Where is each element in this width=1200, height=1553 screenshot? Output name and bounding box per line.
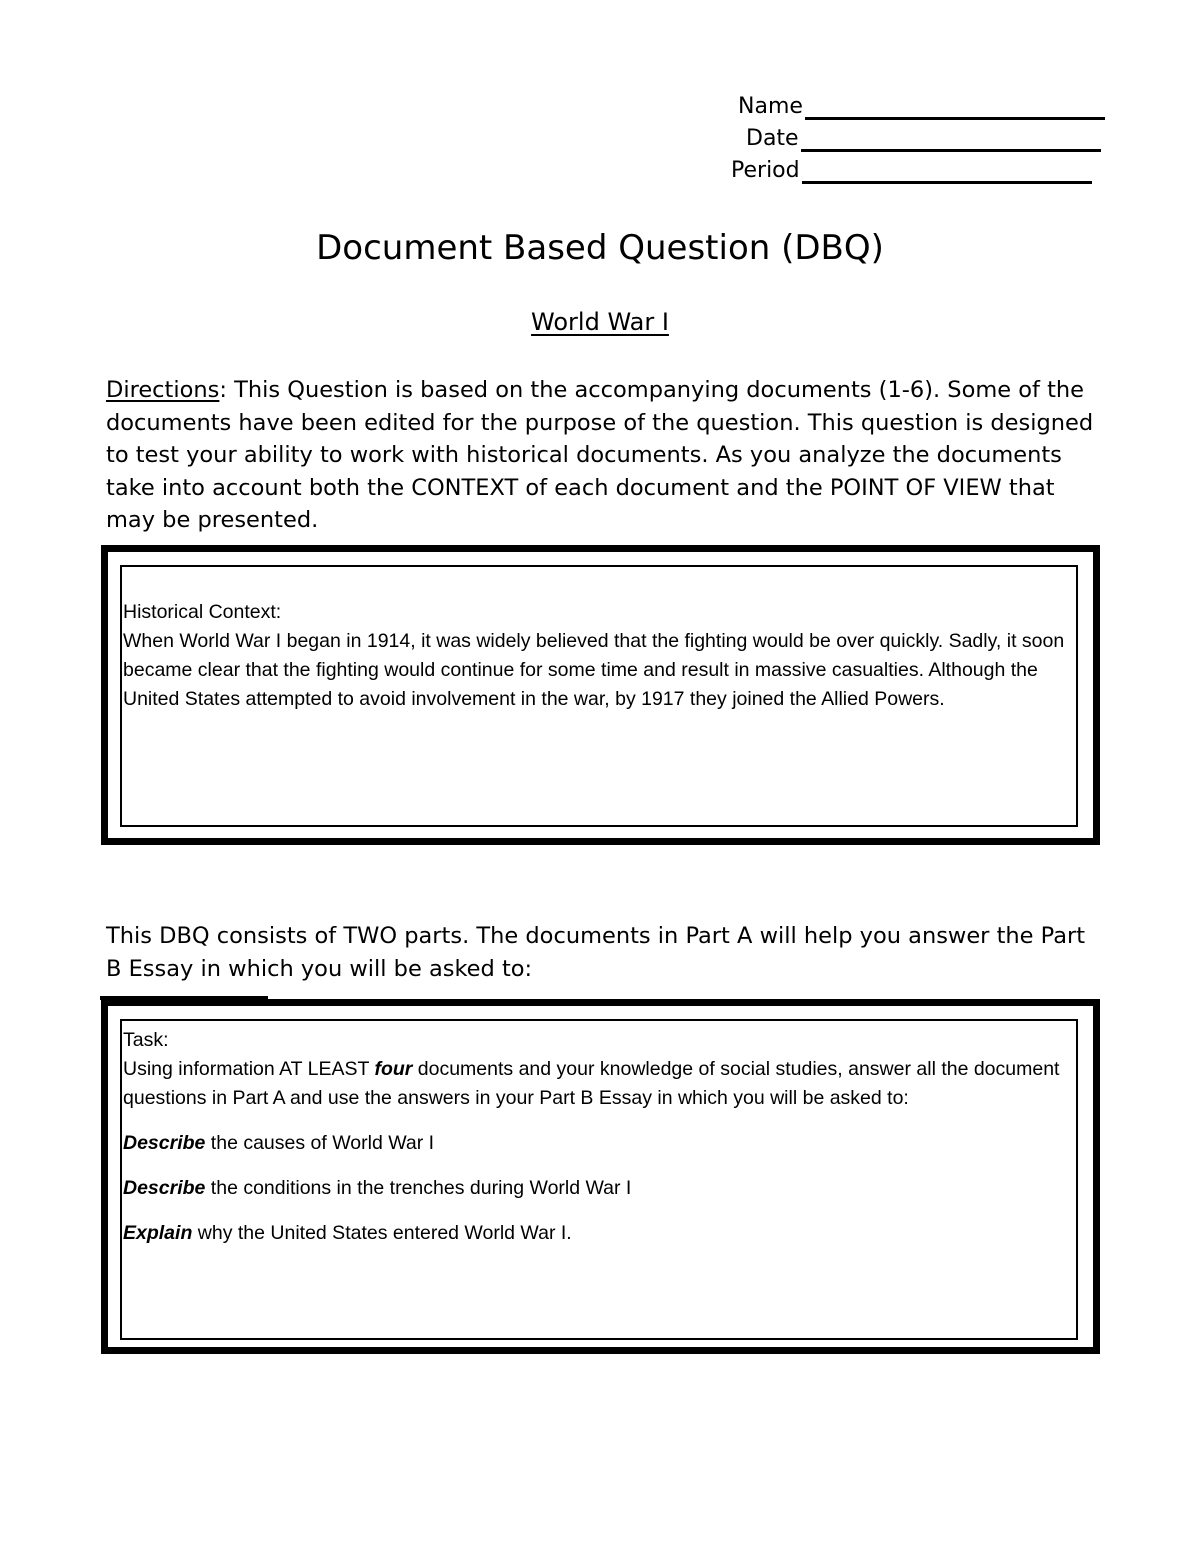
task-item-3-rest: why the United States entered World War I. — [192, 1222, 572, 1244]
name-field[interactable] — [805, 95, 1105, 120]
directions-text: : This Question is based on the accompanying documents (1-6). Some of the documents have been edited for the purpose of the question. This question is designed to test your ability to work with historical documents. As you analyze the documents take into account both the CONTEXT of each document and the POINT OF VIEW that may be presented. — [106, 377, 1094, 533]
task-instructions — [123, 1055, 1078, 1113]
name-label: Name — [738, 94, 803, 119]
task-item-2-verb: Describe — [123, 1177, 206, 1199]
task-item-3 — [123, 1219, 1078, 1248]
task-box-text — [123, 1026, 1078, 1248]
task-item-1 — [123, 1129, 1078, 1158]
period-label: Period — [731, 158, 800, 183]
task-emph-four: four — [374, 1058, 413, 1080]
task-instructions-b: documents and your knowledge of social studies, answer all the document questions in Part A and use the answers in your Part B Essay in which you will be asked to: — [123, 1058, 1060, 1109]
task-item-1-rest: the causes of World War I — [205, 1132, 435, 1154]
task-instructions-a: Using information AT LEAST — [123, 1058, 375, 1080]
directions-label: Directions — [106, 377, 220, 403]
page-subtitle — [0, 306, 1200, 338]
date-field[interactable] — [801, 127, 1101, 152]
directions-paragraph — [106, 374, 1102, 537]
task-item-2-rest: the conditions in the trenches during World War I — [205, 1177, 632, 1199]
task-item-1-verb: Describe — [123, 1132, 206, 1154]
parts-intro: This DBQ consists of TWO parts. The documents in Part A will help you answer the Part B Essay in which you will be asked to: — [106, 923, 1086, 982]
date-row — [746, 126, 1101, 152]
page-title: Document Based Question (DBQ) — [316, 228, 884, 268]
task-item-2 — [123, 1174, 1078, 1203]
context-box-text — [123, 598, 1073, 714]
task-item-3-verb: Explain — [123, 1222, 193, 1244]
period-field[interactable] — [802, 159, 1092, 184]
period-row — [731, 158, 1092, 184]
date-label: Date — [746, 126, 799, 151]
subtitle-text: World War I — [531, 308, 669, 336]
task-heading: Task: — [123, 1029, 169, 1051]
context-heading: Historical Context: — [123, 601, 282, 623]
name-row — [738, 94, 1105, 120]
context-body: When World War I began in 1914, it was widely believed that the fighting would be over quickly. Sadly, it soon became clear that the fighting would continue for some time and result in massive casualties. Although the United States attempted to avoid involvement in the war, by 1917 they joined the Allied Powers. — [123, 630, 1065, 710]
